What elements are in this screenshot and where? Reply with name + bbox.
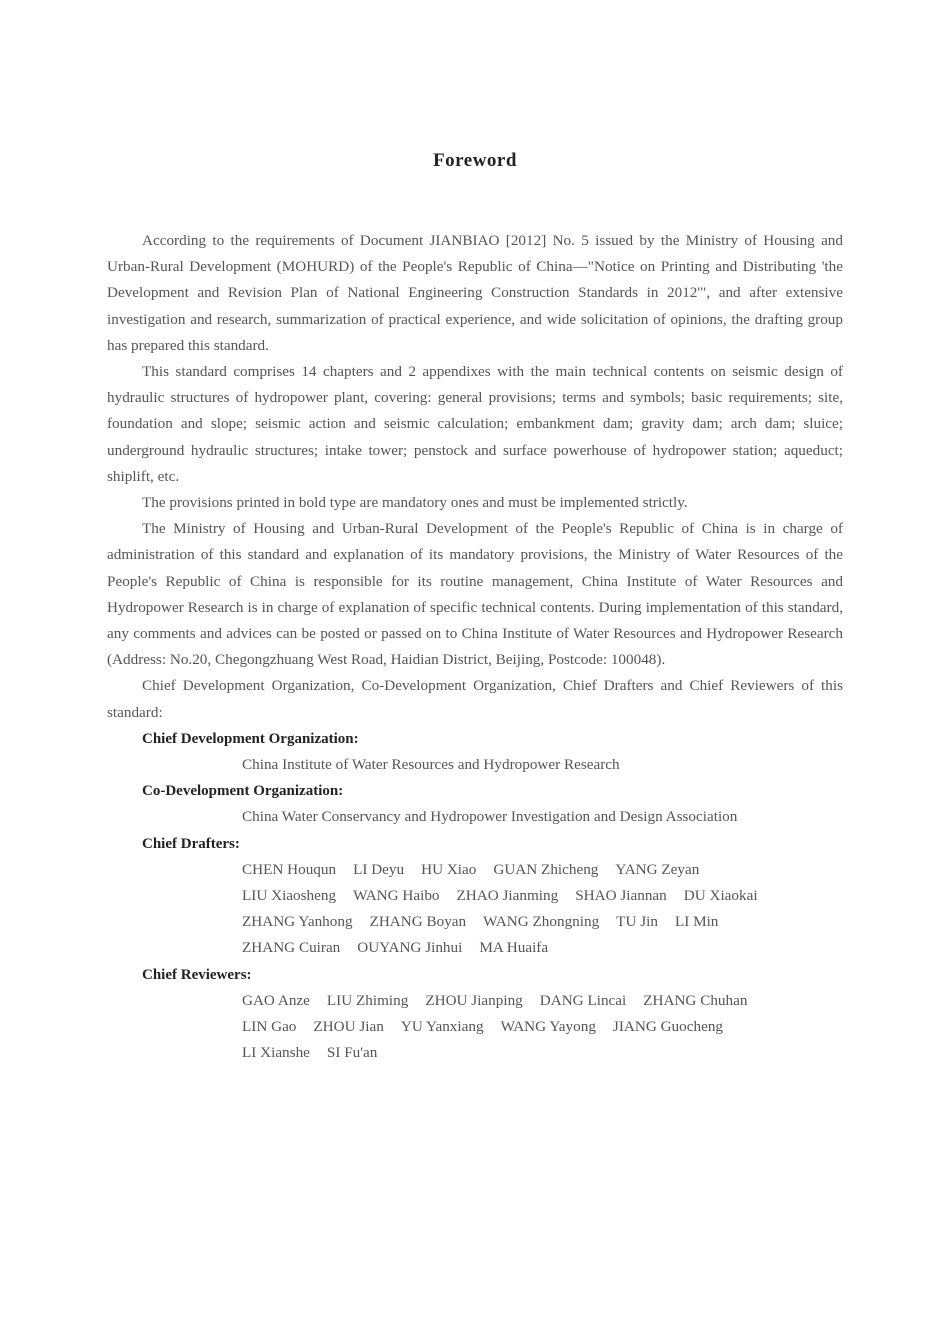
paragraph-administration: The Ministry of Housing and Urban-Rural Development of the People's Republic of China is in charge of administration of this standard and explanation of its mandatory provisions, the Ministry of Water Resources of the People's Republic of China is responsible for its routine management, China Institute of Water Resources and Hydropower Research is in charge of explanation of specific technical contents. During implementation of this standard, any comments and advices can be posted or passed on to China Institute of Water Resources and Hydropower Research (Address: No.20, Chegongzhuang West Road, Haidian District, Beijing, Postcode: 100048). — [107, 520, 843, 669]
drafter-name: LIU Xiaosheng — [242, 887, 337, 905]
chief-drafters-list — [107, 857, 843, 962]
reviewer-name: WANG Yayong — [500, 1018, 596, 1036]
chief-reviewers-heading: Chief Reviewers: — [142, 966, 252, 983]
drafter-name: MA Huaifa — [479, 939, 549, 957]
drafters-row — [242, 857, 843, 883]
page-title: Foreword — [433, 150, 517, 171]
reviewers-row — [242, 1040, 843, 1066]
drafter-name: CHEN Houqun — [242, 860, 337, 878]
reviewer-name: DANG Lincai — [539, 991, 627, 1009]
drafter-name: LI Deyu — [353, 860, 405, 878]
drafter-name: WANG Haibo — [353, 887, 440, 905]
drafter-name: DU Xiaokai — [683, 887, 758, 905]
reviewer-name: YU Yanxiang — [400, 1018, 484, 1036]
chief-drafters-heading: Chief Drafters: — [142, 835, 240, 852]
paragraph-document-basis: According to the requirements of Document JIANBIAO [2012] No. 5 issued by the Ministry of Housing and Urban-Rural Development (MOHURD) of the People's Republic of China—"Notice on Printing and Distributing 'the Development and Revision Plan of National Engineering Construction Standards in 2012'", and after extensive investigation and research, summarization of practical experience, and wide solicitation of opinions, the drafting group has prepared this standard. — [107, 232, 843, 354]
reviewers-row — [242, 1014, 843, 1040]
paragraph-organizations-intro: Chief Development Organization, Co-Development Organization, Chief Drafters and Chief Reviewers of this standard: — [107, 677, 843, 721]
chief-development-heading: Chief Development Organization: — [142, 730, 359, 747]
reviewers-row — [242, 988, 843, 1014]
co-development-heading: Co-Development Organization: — [142, 783, 344, 800]
drafter-name: SHAO Jiannan — [575, 887, 667, 905]
chief-development-value: China Institute of Water Resources and Hydropower Research — [242, 756, 620, 774]
drafters-row — [242, 883, 843, 909]
co-development-value: China Water Conservancy and Hydropower Investigation and Design Association — [242, 808, 738, 826]
reviewer-name: GAO Anze — [242, 991, 310, 1009]
reviewer-name: ZHOU Jian — [313, 1018, 384, 1036]
drafters-row — [242, 909, 843, 935]
drafter-name: HU Xiao — [421, 860, 477, 878]
paragraph-contents: This standard comprises 14 chapters and 2 appendixes with the main technical contents on seismic design of hydraulic structures of hydropower plant, covering: general provisions; terms and symbols; basic requirements; site, foundation and slope; seismic action and seismic calculation; embankment dam; gravity dam; arch dam; sluice; underground hydraulic structures; intake tower; penstock and surface powerhouse of hydropower station; aqueduct; shiplift, etc. — [107, 363, 843, 485]
reviewer-name: LIN Gao — [242, 1018, 297, 1036]
drafter-name: ZHANG Yanhong — [242, 913, 353, 931]
drafter-name: ZHAO Jianming — [456, 887, 559, 905]
reviewer-name: ZHANG Chuhan — [643, 991, 748, 1009]
paragraph-mandatory: The provisions printed in bold type are mandatory ones and must be implemented strictly. — [142, 494, 688, 512]
reviewer-name: JIANG Guocheng — [612, 1018, 724, 1036]
reviewer-name: ZHOU Jianping — [425, 991, 523, 1009]
chief-reviewers-list — [107, 988, 843, 1067]
reviewer-name: LIU Zhiming — [326, 991, 409, 1009]
drafter-name: ZHANG Boyan — [369, 913, 467, 931]
drafter-name: GUAN Zhicheng — [493, 860, 599, 878]
reviewer-name: LI Xianshe — [242, 1044, 310, 1062]
drafter-name: YANG Zeyan — [615, 860, 700, 878]
drafter-name: LI Min — [674, 913, 719, 931]
reviewer-name: SI Fu'an — [326, 1044, 378, 1062]
drafters-row — [242, 935, 843, 961]
drafter-name: ZHANG Cuiran — [242, 939, 341, 957]
foreword-body — [107, 228, 843, 1067]
drafter-name: WANG Zhongning — [483, 913, 600, 931]
drafter-name: OUYANG Jinhui — [357, 939, 463, 957]
drafter-name: TU Jin — [616, 913, 658, 931]
